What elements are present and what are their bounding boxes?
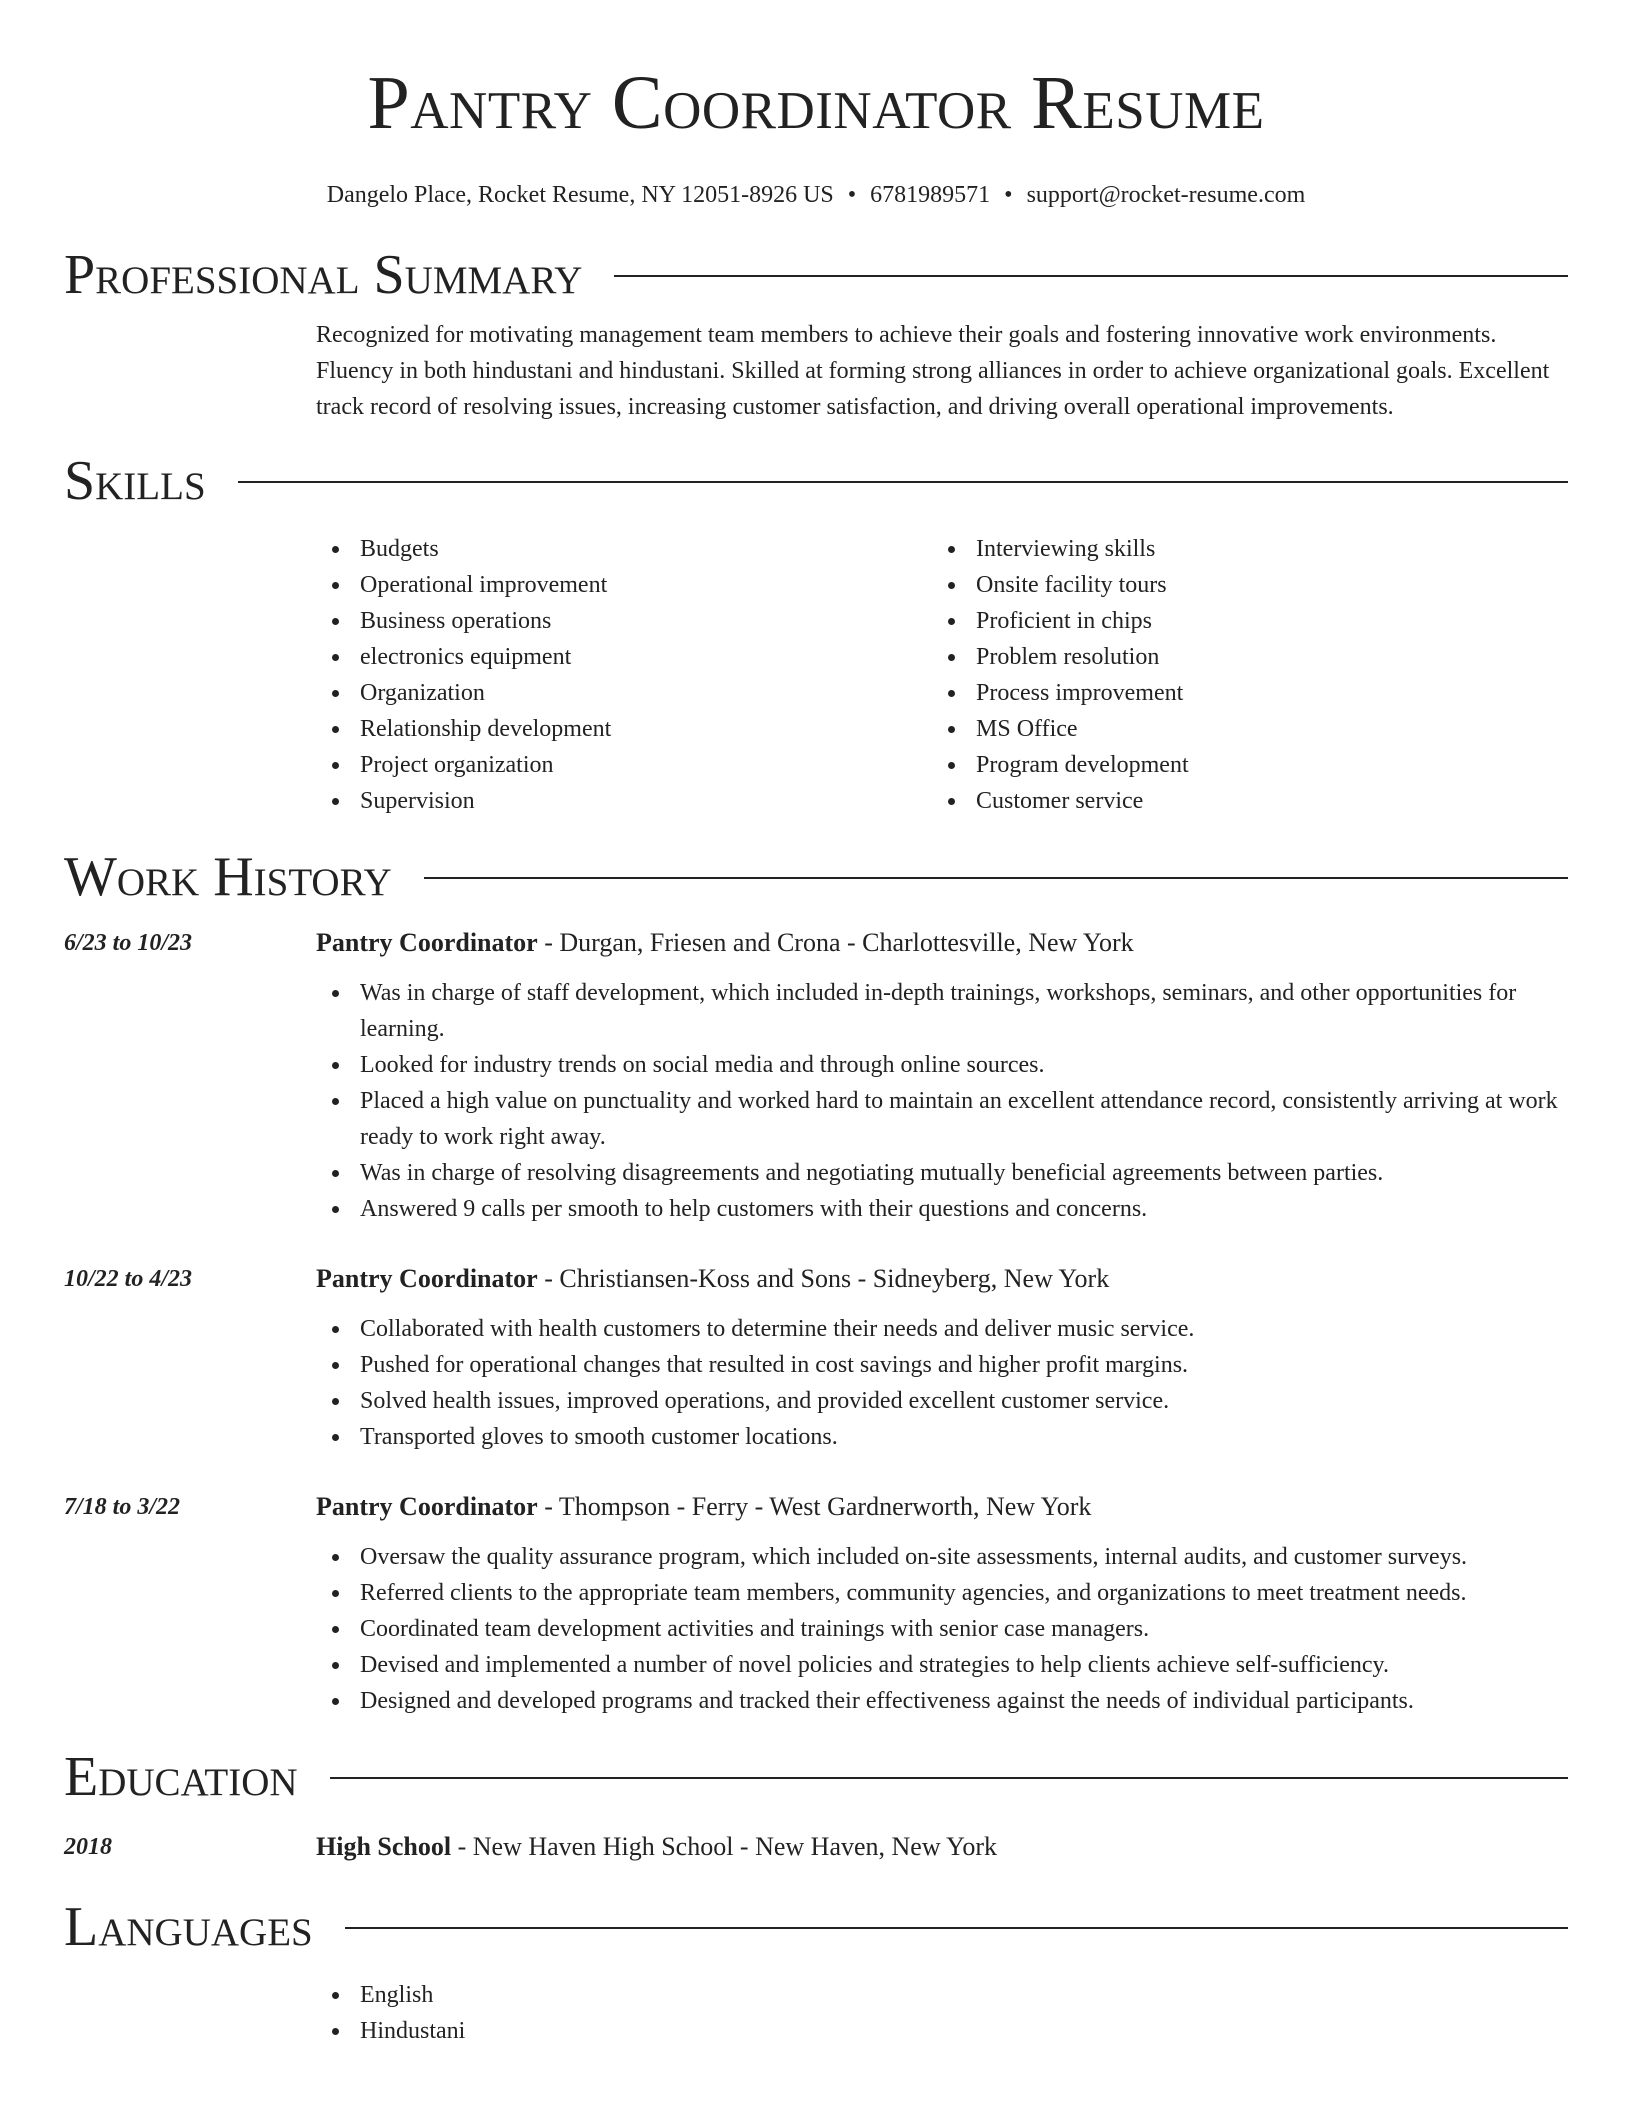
job-entry: [64, 1261, 1568, 1455]
education-year: 2018: [64, 1834, 112, 1860]
education-heading: Education: [64, 1746, 298, 1808]
skill-item: Supervision: [316, 783, 932, 819]
job-role: Pantry Coordinator: [316, 928, 538, 957]
skill-item: Onsite facility tours: [932, 567, 1548, 603]
resume-page: [64, 0, 1568, 2049]
skill-item: MS Office: [932, 711, 1548, 747]
job-header: [64, 1489, 1568, 1525]
contact-line: [64, 180, 1568, 210]
skill-item: Process improvement: [932, 675, 1548, 711]
contact-separator: •: [847, 182, 857, 208]
job-dates: 10/22 to 4/23: [64, 1266, 193, 1292]
job-bullet: Placed a high value on punctuality and worked hard to maintain an excellent attendance record, consistently arriving at work ready to work right away.: [316, 1083, 1568, 1155]
section-divider: [330, 1777, 1568, 1779]
skill-item: electronics equipment: [316, 639, 932, 675]
language-item: English: [316, 1977, 1568, 2013]
job-bullet: Oversaw the quality assurance program, which included on-site assessments, internal audits, and customer surveys.: [316, 1539, 1568, 1575]
summary-heading: Professional Summary: [64, 244, 583, 306]
work-heading: Work History: [64, 846, 392, 908]
section-divider: [238, 481, 1568, 483]
education-degree: High School: [316, 1832, 452, 1861]
job-details: - Thompson - Ferry - West Gardnerworth, New York: [537, 1492, 1092, 1521]
languages-list: [316, 1977, 1568, 2049]
job-bullets: [316, 1311, 1568, 1455]
job-bullets: [316, 975, 1568, 1227]
skill-item: Interviewing skills: [932, 531, 1548, 567]
skill-item: Operational improvement: [316, 567, 932, 603]
education-title-line: [316, 1829, 1568, 1865]
section-divider: [345, 1927, 1568, 1929]
job-entry: [64, 1489, 1568, 1719]
skills-heading: Skills: [64, 450, 206, 512]
work-section-header: [64, 846, 1568, 908]
job-bullet: Collaborated with health customers to determine their needs and deliver music service.: [316, 1311, 1568, 1347]
job-bullet: Looked for industry trends on social media and through online sources.: [316, 1047, 1568, 1083]
job-role: Pantry Coordinator: [316, 1264, 538, 1293]
summary-section-header: [64, 244, 1568, 306]
job-bullet: Solved health issues, improved operations, and provided excellent customer service.: [316, 1383, 1568, 1419]
job-title-line: [316, 925, 1568, 961]
job-dates: 6/23 to 10/23: [64, 930, 193, 956]
summary-text: Recognized for motivating management team members to achieve their goals and fostering innovative work environments. Fluency in both hindustani and hindustani. Skilled at forming strong alliances in order to achieve organizational goals. Excellent track record of resolving issues, increasing customer satisfaction, and driving overall operational improvements.: [316, 322, 1550, 420]
job-bullet: Devised and implemented a number of novel policies and strategies to help clients achieve self-sufficiency.: [316, 1647, 1568, 1683]
job-details: - Durgan, Friesen and Crona - Charlottesville, New York: [537, 928, 1134, 957]
language-item: Hindustani: [316, 2013, 1568, 2049]
skills-section-header: [64, 450, 1568, 512]
job-bullet: Designed and developed programs and tracked their effectiveness against the needs of individual participants.: [316, 1683, 1568, 1719]
contact-email[interactable]: support@rocket-resume.com: [1026, 182, 1306, 208]
skill-item: Organization: [316, 675, 932, 711]
job-bullet: Pushed for operational changes that resulted in cost savings and higher profit margins.: [316, 1347, 1568, 1383]
skills-column-left: [316, 531, 932, 819]
skills-list: [316, 531, 1568, 819]
languages-heading: Languages: [64, 1896, 313, 1958]
contact-address: Dangelo Place, Rocket Resume, NY 12051-8926 US: [326, 182, 834, 208]
skill-item: Business operations: [316, 603, 932, 639]
summary-body: [316, 317, 1568, 425]
education-entry: [64, 1829, 1568, 1865]
skill-item: Budgets: [316, 531, 932, 567]
skill-item: Customer service: [932, 783, 1548, 819]
job-bullet: Was in charge of resolving disagreements and negotiating mutually beneficial agreements between parties.: [316, 1155, 1568, 1191]
skill-item: Program development: [932, 747, 1548, 783]
job-dates: 7/18 to 3/22: [64, 1494, 181, 1520]
job-title-line: [316, 1261, 1568, 1297]
job-header: [64, 1261, 1568, 1297]
job-bullet: Coordinated team development activities and trainings with senior case managers.: [316, 1611, 1568, 1647]
job-bullet: Answered 9 calls per smooth to help customers with their questions and concerns.: [316, 1191, 1568, 1227]
contact-separator: •: [1004, 182, 1013, 208]
section-divider: [614, 275, 1568, 277]
job-bullets: [316, 1539, 1568, 1719]
job-header: [64, 925, 1568, 961]
job-entry: [64, 925, 1568, 1227]
resume-title: Pantry Coordinator Resume: [367, 61, 1265, 145]
skill-item: Project organization: [316, 747, 932, 783]
contact-phone: 6781989571: [870, 182, 991, 208]
job-bullet: Transported gloves to smooth customer locations.: [316, 1419, 1568, 1455]
job-bullet: Referred clients to the appropriate team members, community agencies, and organizations to meet treatment needs.: [316, 1575, 1568, 1611]
section-divider: [424, 877, 1568, 879]
skill-item: Problem resolution: [932, 639, 1548, 675]
skill-item: Proficient in chips: [932, 603, 1548, 639]
skill-item: Relationship development: [316, 711, 932, 747]
skills-column-right: [932, 531, 1548, 819]
job-bullet: Was in charge of staff development, which included in-depth trainings, workshops, seminars, and other opportunities for learning.: [316, 975, 1568, 1047]
job-title-line: [316, 1489, 1568, 1525]
job-role: Pantry Coordinator: [316, 1492, 538, 1521]
job-details: - Christiansen-Koss and Sons - Sidneyberg, New York: [537, 1264, 1110, 1293]
languages-section-header: [64, 1896, 1568, 1958]
education-details: - New Haven High School - New Haven, New York: [451, 1832, 997, 1861]
education-section-header: [64, 1746, 1568, 1808]
